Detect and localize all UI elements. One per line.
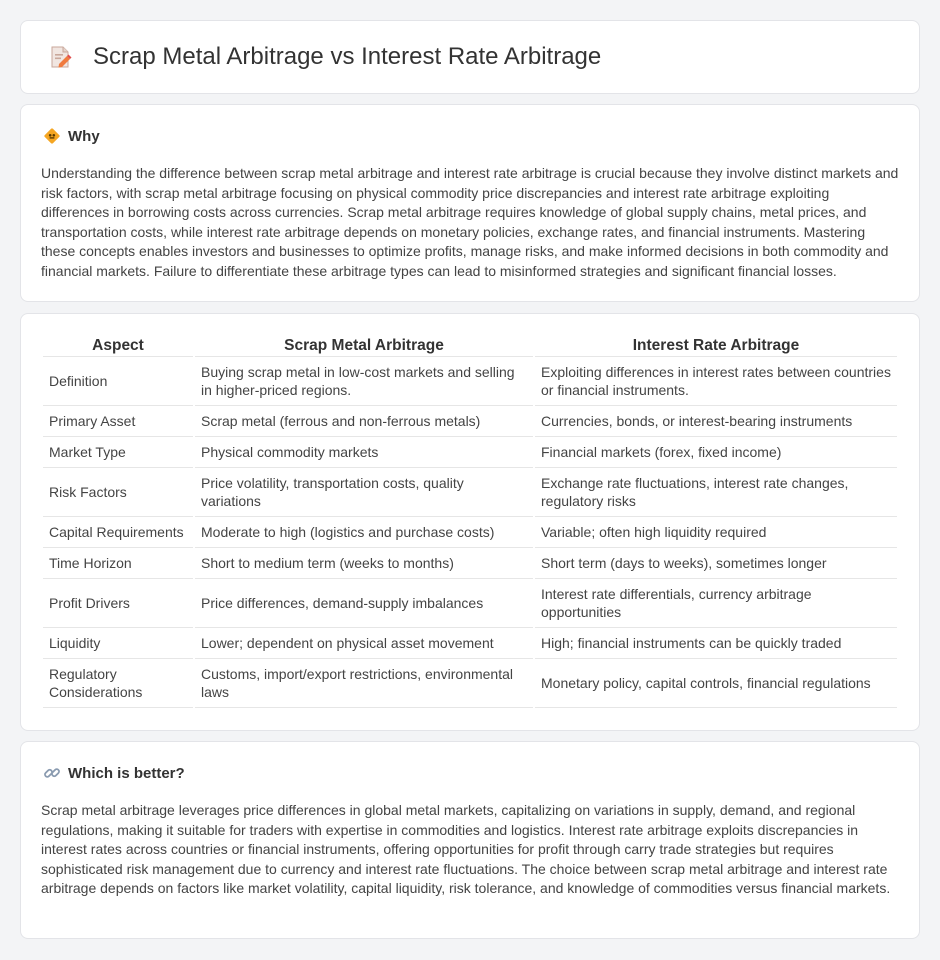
- why-section: [20, 104, 920, 302]
- aspect-cell: Regulatory Considerations: [43, 659, 193, 708]
- page-title: Scrap Metal Arbitrage vs Interest Rate Arbitrage: [93, 43, 602, 70]
- scrap-metal-cell: Short to medium term (weeks to months): [195, 548, 533, 579]
- scrap-metal-cell: Buying scrap metal in low-cost markets and selling in higher-priced regions.: [195, 357, 533, 406]
- better-text: Scrap metal arbitrage leverages price differences in global metal markets, capitalizing on variations in supply, demand, and regional regulations, making it suitable for traders with expertise in commodities and logistics. Interest rate arbitrage exploits discrepancies in interest rates across countries or financial instruments, offering opportunities for profit through carry trade strategies but requires sophisticated risk management due to currency and interest rate fluctuations. The choice between scrap metal arbitrage and interest rate arbitrage depends on factors like market volatility, capital liquidity, risk tolerance, and knowledge of commodities versus financial markets.: [41, 802, 891, 896]
- interest-rate-cell: Interest rate differentials, currency arbitrage opportunities: [535, 579, 897, 628]
- table-row: [43, 548, 897, 579]
- table-row: [43, 357, 897, 406]
- scrap-metal-cell: Moderate to high (logistics and purchase costs): [195, 517, 533, 548]
- scrap-metal-cell: Scrap metal (ferrous and non-ferrous metals): [195, 406, 533, 437]
- aspect-cell: Profit Drivers: [43, 579, 193, 628]
- why-heading: Why: [68, 127, 100, 145]
- scrap-metal-cell: Price differences, demand-supply imbalances: [195, 579, 533, 628]
- interest-rate-cell: Variable; often high liquidity required: [535, 517, 897, 548]
- interest-rate-cell: Exploiting differences in interest rates between countries or financial instruments.: [535, 357, 897, 406]
- scrap-metal-cell: Lower; dependent on physical asset movement: [195, 628, 533, 659]
- aspect-cell: Time Horizon: [43, 548, 193, 579]
- scrap-metal-cell: Price volatility, transportation costs, quality variations: [195, 468, 533, 517]
- interest-rate-cell: Short term (days to weeks), sometimes longer: [535, 548, 897, 579]
- table-row: [43, 517, 897, 548]
- header-aspect: Aspect: [43, 335, 193, 357]
- link-icon: [43, 764, 61, 782]
- table-row: [43, 628, 897, 659]
- interest-rate-cell: Currencies, bonds, or interest-bearing instruments: [535, 406, 897, 437]
- table-row: [43, 659, 897, 708]
- why-text: Understanding the difference between scrap metal arbitrage and interest rate arbitrage is crucial because they involve distinct markets and risk factors, with scrap metal arbitrage focusing on physical commodity price discrepancies and interest rate arbitrage exploiting differences in borrowing costs across currencies. Scrap metal arbitrage requires knowledge of global supply chains, metal prices, and transportation costs, while interest rate arbitrage depends on monetary policies, exchange rates, and financial instruments. Mastering these concepts enables investors and businesses to optimize profits, manage risks, and make informed decisions in both commodity and financial markets. Failure to differentiate these arbitrage types can lead to misinformed strategies and significant financial losses.: [41, 165, 899, 279]
- which-is-better-section: [20, 741, 920, 939]
- title-card: [20, 20, 920, 94]
- aspect-cell: Capital Requirements: [43, 517, 193, 548]
- header-interest-rate: Interest Rate Arbitrage: [535, 335, 897, 357]
- interest-rate-cell: Financial markets (forex, fixed income): [535, 437, 897, 468]
- comparison-card: [20, 313, 920, 731]
- aspect-cell: Risk Factors: [43, 468, 193, 517]
- comparison-table: [41, 335, 899, 708]
- table-row: [43, 579, 897, 628]
- aspect-cell: Primary Asset: [43, 406, 193, 437]
- interest-rate-cell: Exchange rate fluctuations, interest rate changes, regulatory risks: [535, 468, 897, 517]
- scrap-metal-cell: Physical commodity markets: [195, 437, 533, 468]
- table-header-row: [43, 335, 897, 357]
- better-heading: Which is better?: [68, 764, 185, 782]
- aspect-cell: Definition: [43, 357, 193, 406]
- aspect-cell: Market Type: [43, 437, 193, 468]
- header-scrap-metal: Scrap Metal Arbitrage: [195, 335, 533, 357]
- diamond-sign-icon: [43, 127, 61, 145]
- scrap-metal-cell: Customs, import/export restrictions, environmental laws: [195, 659, 533, 708]
- aspect-cell: Liquidity: [43, 628, 193, 659]
- table-row: [43, 437, 897, 468]
- table-row: [43, 406, 897, 437]
- table-row: [43, 468, 897, 517]
- interest-rate-cell: High; financial instruments can be quickly traded: [535, 628, 897, 659]
- document-pencil-icon: [47, 44, 73, 70]
- interest-rate-cell: Monetary policy, capital controls, financial regulations: [535, 659, 897, 708]
